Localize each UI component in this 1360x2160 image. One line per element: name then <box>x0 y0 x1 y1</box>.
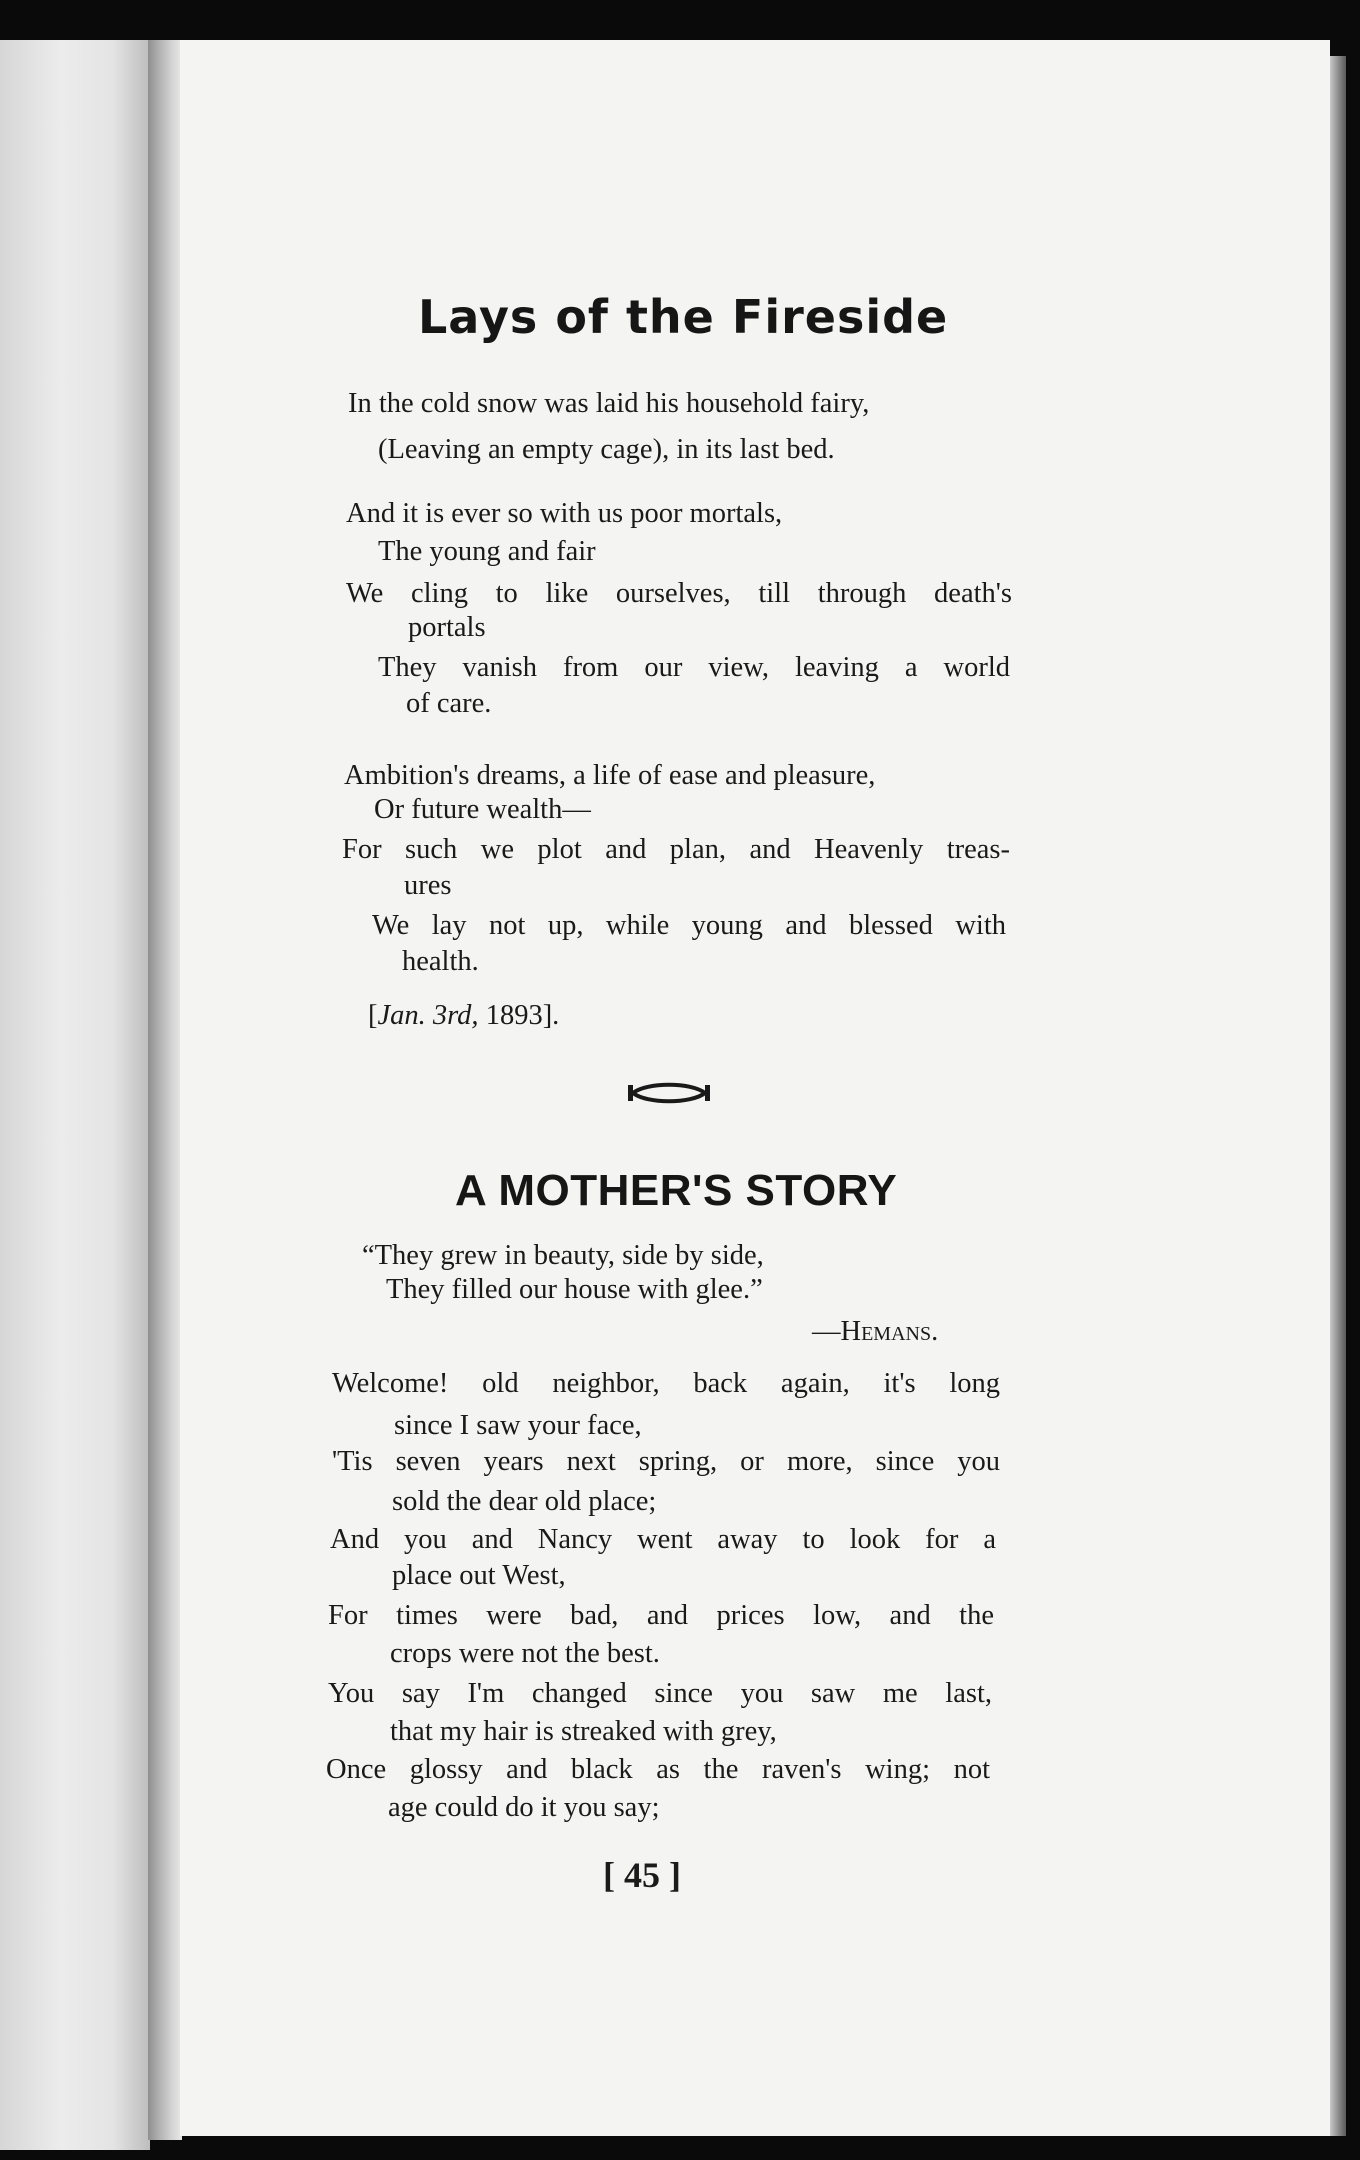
poem-line: The young and fair <box>378 536 596 567</box>
poem-line: sold the dear old place; <box>392 1486 657 1517</box>
page-number: [ 45 ] <box>603 1855 681 1895</box>
page <box>180 40 1330 2136</box>
section-title-mothers-story: A MOTHER'S STORY <box>455 1166 898 1215</box>
poem-line: since I saw your face, <box>394 1410 642 1441</box>
poem-line: portals <box>408 612 486 643</box>
poem-line: For times were bad, and prices low, and the <box>328 1600 994 1631</box>
left-page-edge <box>0 40 150 2150</box>
poem-line: We cling to like ourselves, till through death's <box>346 578 1012 609</box>
poem-line: And it is ever so with us poor mortals, <box>346 498 783 529</box>
book-spine <box>148 40 182 2140</box>
epigraph-attribution: —Hemans. <box>812 1316 939 1347</box>
page-stack-edge <box>1330 56 1346 2136</box>
section-divider-ornament-icon <box>627 1080 711 1106</box>
poem-line: (Leaving an empty cage), in its last bed. <box>378 434 835 465</box>
poem-line: We lay not up, while young and blessed with <box>372 910 1006 941</box>
section-title-lays: Lays of the Fireside <box>418 290 949 344</box>
poem-date: [Jan. 3rd, 1893]. <box>368 1000 560 1031</box>
poem-line: of care. <box>406 688 492 719</box>
poem-line: Or future wealth— <box>374 794 591 825</box>
poem-line: You say I'm changed since you saw me last, <box>328 1678 992 1709</box>
poem-line: For such we plot and plan, and Heavenly treas- <box>342 834 1010 865</box>
epigraph-line: “They grew in beauty, side by side, <box>362 1240 764 1271</box>
poem-line: health. <box>402 946 479 977</box>
poem-line: ures <box>404 870 452 901</box>
poem-line: 'Tis seven years next spring, or more, since you <box>332 1446 1000 1477</box>
poem-line: Welcome! old neighbor, back again, it's long <box>332 1368 1000 1399</box>
poem-line: Ambition's dreams, a life of ease and pleasure, <box>344 760 876 791</box>
poem-line: In the cold snow was laid his household fairy, <box>348 388 870 419</box>
poem-line: that my hair is streaked with grey, <box>390 1716 777 1747</box>
poem-line: place out West, <box>392 1560 566 1591</box>
poem-line: Once glossy and black as the raven's wing; not <box>326 1754 990 1785</box>
poem-line: They vanish from our view, leaving a world <box>378 652 1010 683</box>
poem-line: And you and Nancy went away to look for a <box>330 1524 996 1555</box>
epigraph-line: They filled our house with glee.” <box>386 1274 763 1305</box>
poem-line: crops were not the best. <box>390 1638 660 1669</box>
poem-line: age could do it you say; <box>388 1792 660 1823</box>
